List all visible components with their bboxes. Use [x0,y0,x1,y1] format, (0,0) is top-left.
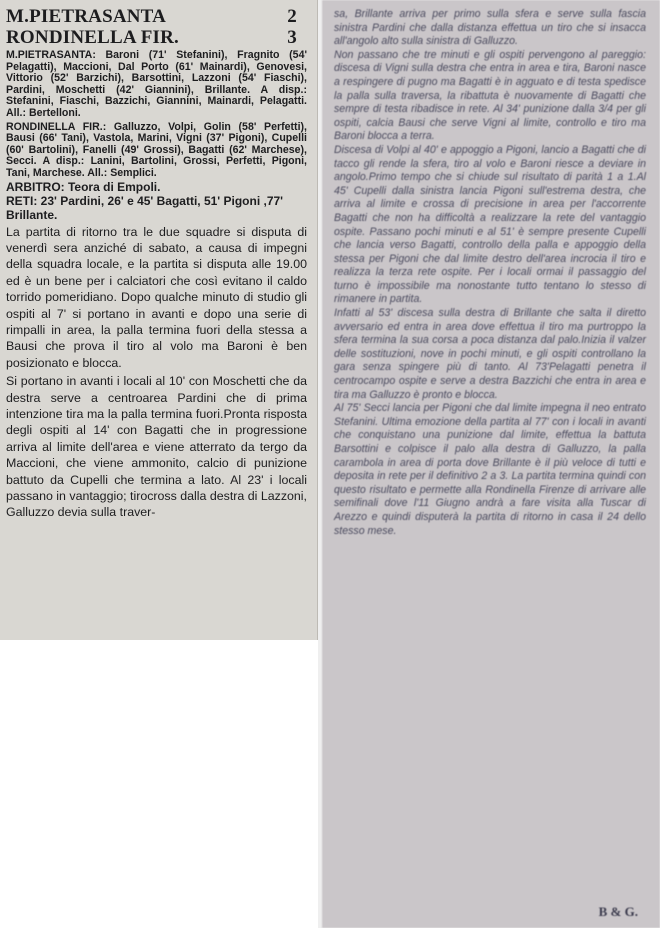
referee-line: ARBITRO: Teora di Empoli. [6,179,161,194]
right-paragraph: Non passano che tre minuti e gli ospiti pervengono al pareggio: discesa di Vigni sulla destra che entra in area e tira, Baroni nasce a respingere di pugno ma Bagatti è in agguato e di testa spedisce la palla sulla traversa, la ribattuta è nuovamente di Bagatti che sempre di testa ribadisce in rete. Al 34' punizione dalla 3/4 per gli ospiti, calcia Bausi che serve Vigni al limite, controllo e tiro ma Baroni blocca a terra. [334,48,646,143]
home-team-name: M.PIETRASANTA [6,6,167,27]
home-score-row [6,6,307,27]
right-paragraph: Al 75' Secci lancia per Pigoni che dal limite impegna il neo entrato Stefanini. Ultima emozione della partita al 77' con i locali in avanti che conquistano una punizione dal limite, effettua la battuta Barsottini e colpisce il palo alla destra di Galluzzo, la palla carambola in area di porta dove Brillante è il più veloce di tutti e deposita in rete per il definitivo 2 a 3. La partita termina quindi con questo risultato e permette alla Rondinella Firenze di arrivare alle semifinali dove l'11 Giugno andrà a fare visita alla Tuscar di Arezzo e quindi disputerà la partita di ritorno in casa il 24 dello stesso mese. [334,402,646,537]
article-right-column [322,0,660,928]
home-team-score: 2 [287,6,297,27]
home-lineup: M.PIETRASANTA: Baroni (71' Stefanini), Fragnito (54' Pelagatti), Maccioni, Dal Porto (61' Mainardi), Genovesi, Vittorio (52' Barzichi), Barsottini, Lazzoni (54' Fiaschi), Pardini, Moschetti (42' Giannini), Brillante. A disp.: Stefanini, Fiaschi, Bazzichi, Giannini, Mainardi, Pelagatti. All.: Bertelloni. [6,49,307,119]
away-team-name: RONDINELLA FIR. [6,27,179,48]
right-paragraph: sa, Brillante arriva per primo sulla sfera e serve sulla fascia sinistra Pardini che dalla distanza effettua un tiro che si insacca all'angolo alto sulla sinistra di Galluzzo. [334,8,646,48]
author-signature: B & G. [598,904,638,919]
away-team-score: 3 [287,27,297,48]
goals-line: RETI: 23' Pardini, 26' e 45' Bagatti, 51' Pigoni ,77' Brillante. [6,193,284,222]
right-paragraph: Discesa di Volpi al 40' e appoggio a Pigoni, lancio a Bagatti che di tacco gli rende la sfera, tiro al volo e Baroni riesce a deviare in angolo.Primo tempo che si chiude sul risultato di parità 1 a 1.Al 45' Cupelli dalla sinistra lancia Pigoni sull'estrema destra, che arriva al limite e crossa di precisione in area per l'accorrente Bagatti che non ha difficoltà a realizzare la rete del vantaggio ospite. Passano pochi minuti e al 51' è sempre presente Cupelli che lancia verso Bagatti, controllo della palla e appoggio della stessa per Pigoni che dal limite destro dell'area incrocia il tiro e realizza la terza rete ospite. Per i locali ormai il passaggio del turno è impossibile ma nonostante tutto tentano lo stesso di rimanere in partita. [334,143,646,306]
right-paragraph: Infatti al 53' discesa sulla destra di Brillante che salta il diretto avversario ed entra in area dove effettua il tiro ma purtroppo la sfera termina la sua corsa a poca distanza dal palo.Inizia il valzer delle sostituzioni, nove in pochi minuti, e gli ospiti controllano la gara senza spingere più di tanto. Al 73'Pelagatti penetra il centrocampo ospite e serve a destra Bazzichi che entra in area e tira ma Galluzzo è pronto e blocca. [334,307,646,401]
left-paragraph: La partita di ritorno tra le due squadre si disputa di venerdì sera anziché di sabato, a causa di impegni della squadra locale, e la partita si disputa alle 19.00 ed è un bene per i calciatori che così evitano il caldo torrido pomeridiano. Dopo qualche minuto di studio gli ospiti al 7' si portano in avanti e dopo una serie di rimpalli in area, la palla termina fuori della stessa a Bausi che prova il tiro al volo ma Baroni è ben posizionato e blocca. [6,224,307,370]
left-paragraph: Si portano in avanti i locali al 10' con Moschetti che da destra serve a centroarea Pardini che di prima intenzione tira ma la palla termina fuori.Pronta risposta degli ospiti al 14' con Bagatti che in progressione arriva al limite dell'area e viene atterrato da tergo da Maccioni, che viene ammonito, calcio di punizione battuto da Cupelli che termina a lato. Al 23' i locali passano in vantaggio; tirocross dalla destra di Lazzoni, Galluzzo devia sulla traver- [6,374,307,520]
article-left-column [0,0,318,640]
away-lineup: RONDINELLA FIR.: Galluzzo, Volpi, Golin (58' Perfetti), Bausi (66' Tani), Vastola, Marini, Vigni (37' Pigoni), Cupelli (60' Bartolini), Fanelli (49' Grossi), Bagatti (62' Marchese), Secci. A disp.: Lanini, Bartolini, Grossi, Perfetti, Pigoni, Tani, Marchese. All.: Semplici. [6,120,307,179]
away-score-row [6,27,307,48]
